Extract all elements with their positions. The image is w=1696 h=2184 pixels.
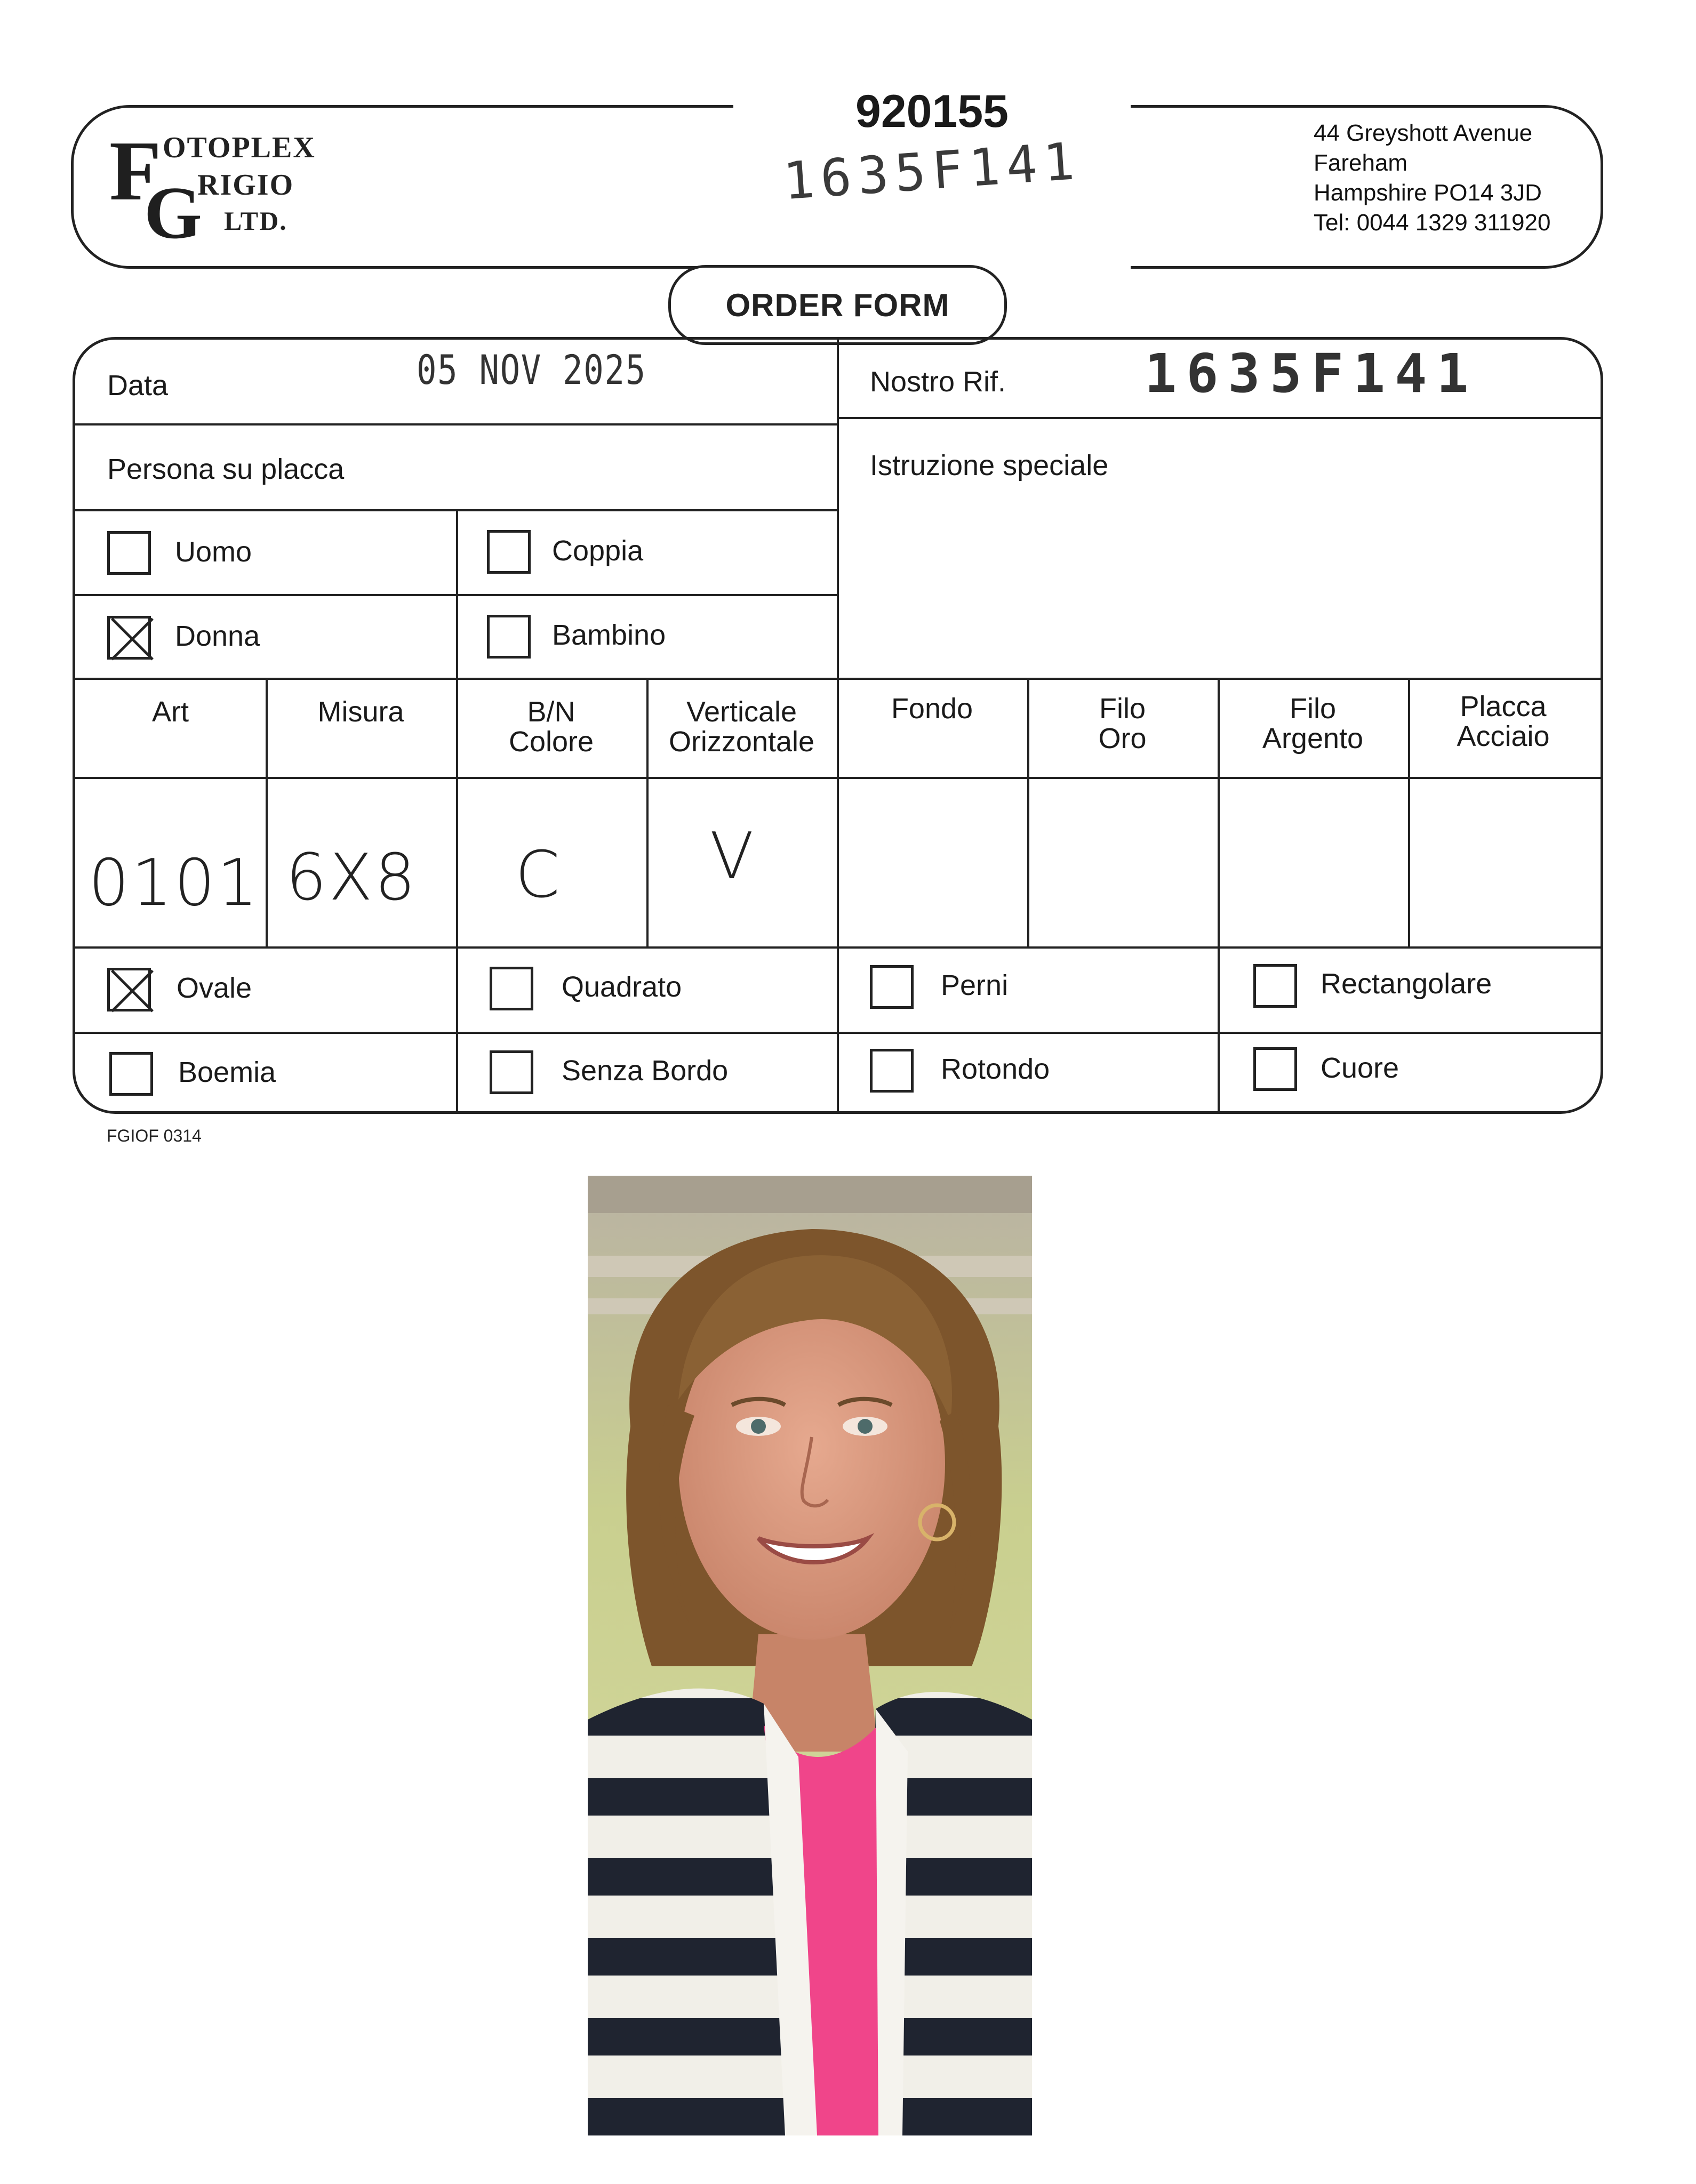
col-header-line: Filo [1289,693,1336,725]
company-address [1314,118,1550,238]
grid-line [456,509,458,678]
col-header-placca-acciaio [1408,692,1598,751]
col-header-line: Placca [1460,690,1547,722]
col-header-line: Art [151,696,189,728]
coppia-label: Coppia [552,535,644,567]
form-title: ORDER FORM [668,265,1007,345]
col-header-art [75,697,266,727]
uomo-label: Uomo [175,536,252,568]
reference-label: Nostro Rif. [870,366,1006,398]
bambino-checkbox[interactable] [487,615,531,659]
rotondo-checkbox[interactable] [870,1049,914,1093]
logo-letter-f: F [109,123,162,218]
portrait-illustration [588,1176,1032,2135]
grid-line [75,423,837,425]
logo-line-1: OTOPLEX [163,131,316,164]
order-number-area [733,80,1131,285]
address-phone: Tel: 0044 1329 311920 [1314,210,1551,236]
col-header-line: Orizzontale [668,726,815,758]
address-line: Hampshire PO14 3JD [1314,180,1542,206]
col-header-fondo [837,694,1027,724]
rectangolare-label: Rectangolare [1321,968,1492,1000]
reference-value: 1635F141 [1145,342,1478,405]
perni-checkbox[interactable] [870,965,914,1009]
boemia-checkbox[interactable] [109,1052,153,1096]
col-header-line: Misura [317,696,404,728]
cuore-label: Cuore [1321,1052,1399,1084]
portrait-photo [588,1176,1032,2135]
art-value: 0101 [89,846,260,920]
rectangolare-checkbox[interactable] [1253,964,1297,1008]
form-code: FGIOF 0314 [107,1126,202,1145]
col-header-line: Fondo [891,693,973,725]
ovale-label: Ovale [177,972,252,1004]
col-header-line: Verticale [686,696,797,728]
col-header-line: Filo [1099,693,1146,725]
grid-line [837,340,839,1111]
company-logo [109,123,333,254]
person-label: Persona su placca [107,453,345,485]
col-header-line: Colore [508,726,594,758]
colore-value: C [515,838,562,912]
logo-letter-g: G [144,172,202,254]
quadrato-checkbox[interactable] [490,967,533,1010]
perni-label: Perni [941,969,1009,1001]
col-header-filo-argento [1218,694,1408,753]
col-header-bn-colore [456,697,646,757]
address-line: 44 Greyshott Avenue [1314,120,1533,146]
stamped-reference: 1635F141 [781,131,1083,212]
col-header-line: B/N [527,696,575,728]
logo-line-2: RIGIO [197,168,294,202]
quadrato-label: Quadrato [562,971,682,1003]
senza-bordo-checkbox[interactable] [490,1050,533,1094]
senza-bordo-label: Senza Bordo [562,1055,729,1087]
special-instruction-label: Istruzione speciale [870,449,1109,481]
address-line: Fareham [1314,150,1408,176]
logo-line-3: LTD. [224,206,287,236]
col-header-line: Argento [1262,722,1364,754]
rotondo-label: Rotondo [941,1053,1050,1085]
cuore-checkbox[interactable] [1253,1047,1297,1091]
date-label: Data [107,370,169,402]
orientation-value: V [710,820,756,894]
bambino-label: Bambino [552,619,666,651]
donna-checkbox[interactable] [107,616,151,660]
order-number: 920155 [855,86,1009,137]
col-header-misura [266,697,456,727]
col-header-line: Oro [1098,722,1147,754]
boemia-label: Boemia [178,1056,276,1088]
grid-line [837,417,1601,419]
donna-label: Donna [175,620,260,652]
date-value: 05 NOV 2025 [417,346,646,394]
uomo-checkbox[interactable] [107,531,151,575]
col-header-filo-oro [1027,694,1218,753]
col-header-line: Acciaio [1457,720,1550,752]
misura-value: 6X8 [286,841,418,915]
col-header-verticale-orizzontale [646,697,837,757]
ovale-checkbox[interactable] [107,968,151,1011]
coppia-checkbox[interactable] [487,530,531,574]
order-form [73,337,1603,1114]
